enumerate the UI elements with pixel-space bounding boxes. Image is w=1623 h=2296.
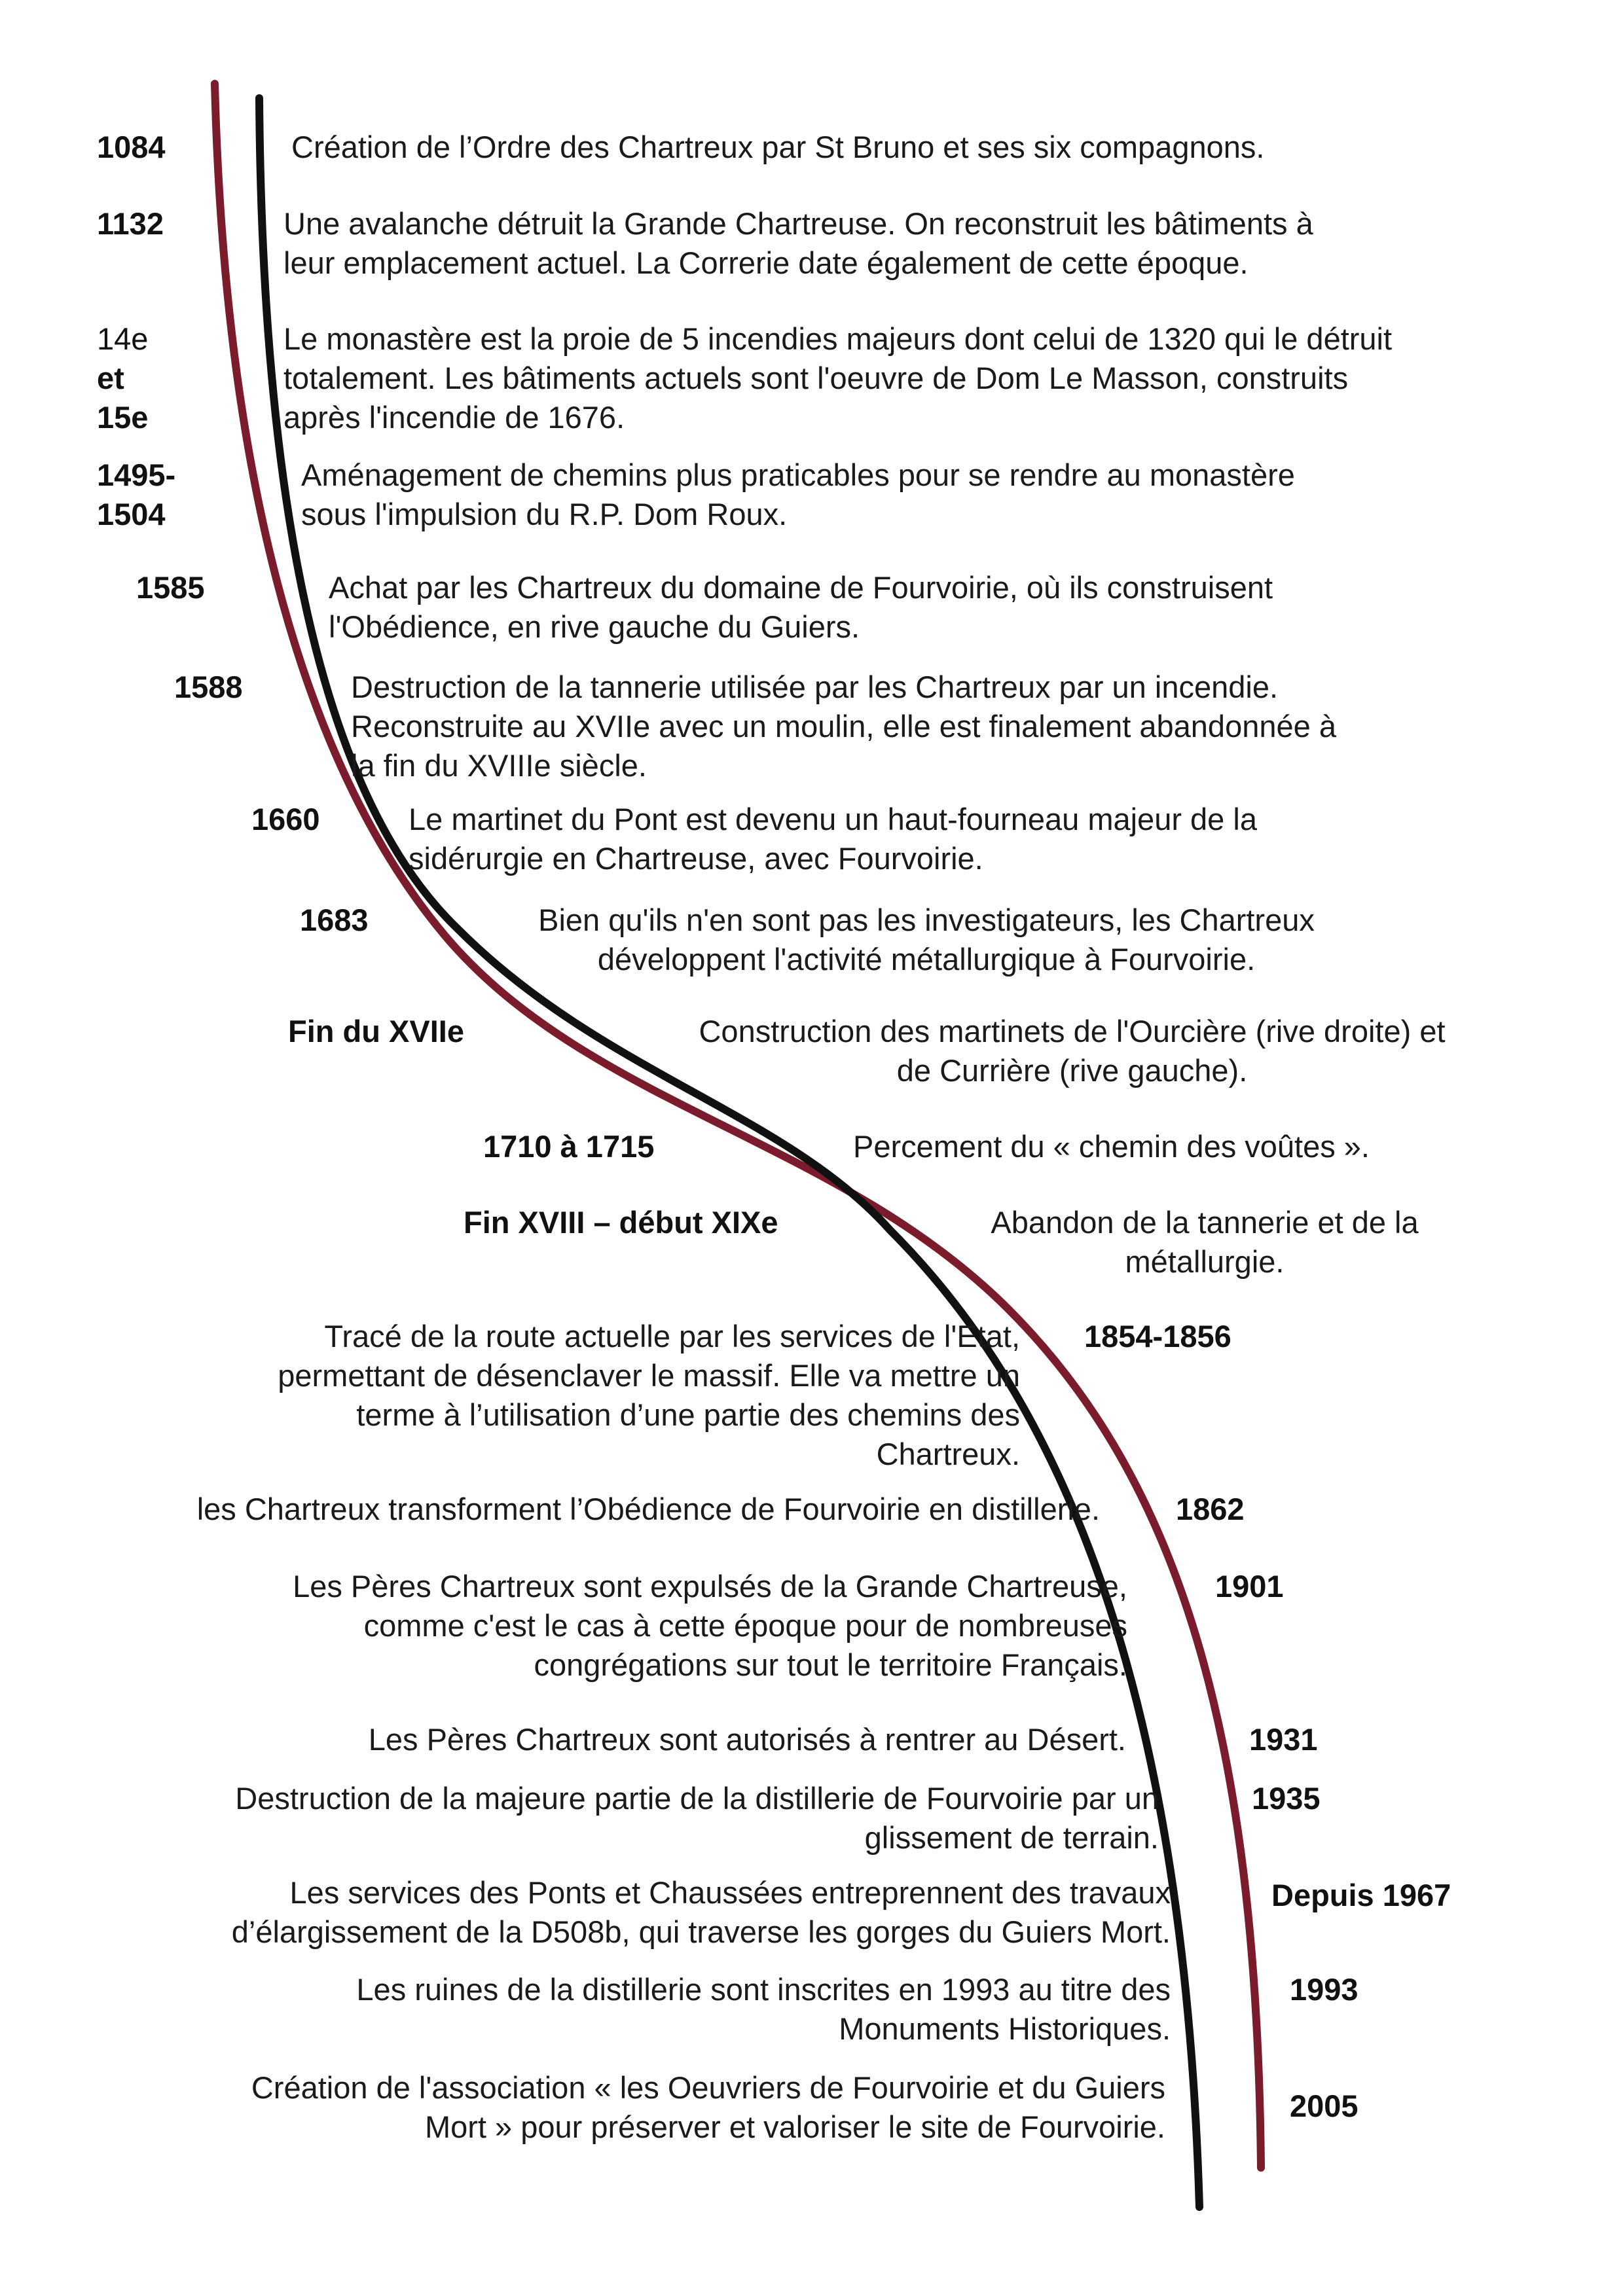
event-year-depuis-1967: Depuis 1967 [1271, 1878, 1451, 1912]
event-text-1588: Destruction de la tannerie utilisée par les Chartreux par un incendie. Reconstruite au XVIIe avec un moulin, elle est finalement abandonnée à la fin du XVIIIe siècle. [351, 670, 1336, 783]
event-year-2005: 2005 [1290, 2089, 1359, 2123]
event-text-depuis-1967: Les services des Ponts et Chaussées entreprennent des travaux d’élargissement de la D508b, qui traverse les gorges du Guiers Mort. [231, 1875, 1171, 1949]
event-year-1585: 1585 [136, 570, 205, 605]
event-year-1854-1856: 1854-1856 [1084, 1319, 1231, 1354]
event-year-1901: 1901 [1215, 1569, 1284, 1604]
event-text-1132: Une avalanche détruit la Grande Chartreuse. On reconstruit les bâtiments à leur emplacement actuel. La Correrie date également de cette époque. [283, 206, 1313, 280]
event-year-1084: 1084 [97, 130, 166, 164]
event-text-1683: Bien qu'ils n'en sont pas les investigateurs, les Chartreux développent l'activité métallurgique à Fourvoirie. [538, 903, 1315, 977]
event-year-1935: 1935 [1252, 1781, 1321, 1816]
event-text-1660: Le martinet du Pont est devenu un haut-fourneau majeur de la sidérurgie en Chartreuse, avec Fourvoirie. [409, 802, 1257, 876]
event-year-1495-1504: 1495- 1504 [97, 457, 176, 531]
event-text-1935: Destruction de la majeure partie de la distillerie de Fourvoirie par un glissement de terrain. [235, 1781, 1159, 1855]
event-year-1931: 1931 [1249, 1722, 1318, 1757]
event-text-1495-1504: Aménagement de chemins plus praticables pour se rendre au monastère sous l'impulsion du R.P. Dom Roux. [301, 457, 1295, 531]
event-text-1931: Les Pères Chartreux sont autorisés à rentrer au Désert. [368, 1722, 1126, 1757]
event-year-1132: 1132 [97, 206, 164, 241]
event-year-1588: 1588 [174, 670, 243, 704]
event-year-14e-15e: 14e et 15e [97, 321, 149, 435]
event-text-fin-xviii-debut-xixe: Abandon de la tannerie et de la métallurgie. [991, 1205, 1419, 1279]
event-text-1993: Les ruines de la distillerie sont inscrites en 1993 au titre des Monuments Historiques. [356, 1972, 1171, 2046]
event-year-1862: 1862 [1176, 1492, 1245, 1526]
event-text-fin-xviie: Construction des martinets de l'Ourcière (rive droite) et de Currière (rive gauche). [699, 1014, 1446, 1088]
event-text-1901: Les Pères Chartreux sont expulsés de la Grande Chartreuse, comme c'est le cas à cette époque pour de nombreuses congrégations sur tout le territoire Français. [293, 1569, 1127, 1682]
event-text-1862: les Chartreux transforment l’Obédience de Fourvoirie en distillerie. [196, 1492, 1100, 1526]
event-text-2005: Création de l'association « les Oeuvriers de Fourvoirie et du Guiers Mort » pour préserver et valoriser le site de Fourvoirie. [251, 2070, 1165, 2144]
event-year-fin-xviii-debut-xixe: Fin XVIII – début XIXe [464, 1205, 778, 1240]
event-year-1993: 1993 [1290, 1972, 1359, 2007]
event-text-1710-1715: Percement du « chemin des voûtes ». [853, 1129, 1370, 1164]
event-year-1683: 1683 [300, 903, 369, 937]
event-text-1854-1856: Tracé de la route actuelle par les services de l'Etat, permettant de désenclaver le massif. Elle va mettre un terme à l’utilisation d’une partie des chemins des Chartreux. [278, 1319, 1020, 1471]
event-year-1660: 1660 [251, 802, 320, 836]
event-text-14e-15e: Le monastère est la proie de 5 incendies majeurs dont celui de 1320 qui le détruit totalement. Les bâtiments actuels sont l'oeuvre de Dom Le Masson, construits après l'incendie de 1676. [283, 321, 1393, 435]
event-year-fin-xviie: Fin du XVIIe [288, 1014, 464, 1049]
event-text-1084: Création de l’Ordre des Chartreux par St Bruno et ses six compagnons. [291, 130, 1265, 164]
event-text-1585: Achat par les Chartreux du domaine de Fourvoirie, où ils construisent l'Obédience, en rive gauche du Guiers. [329, 570, 1273, 644]
event-year-1710-1715: 1710 à 1715 [483, 1129, 655, 1164]
